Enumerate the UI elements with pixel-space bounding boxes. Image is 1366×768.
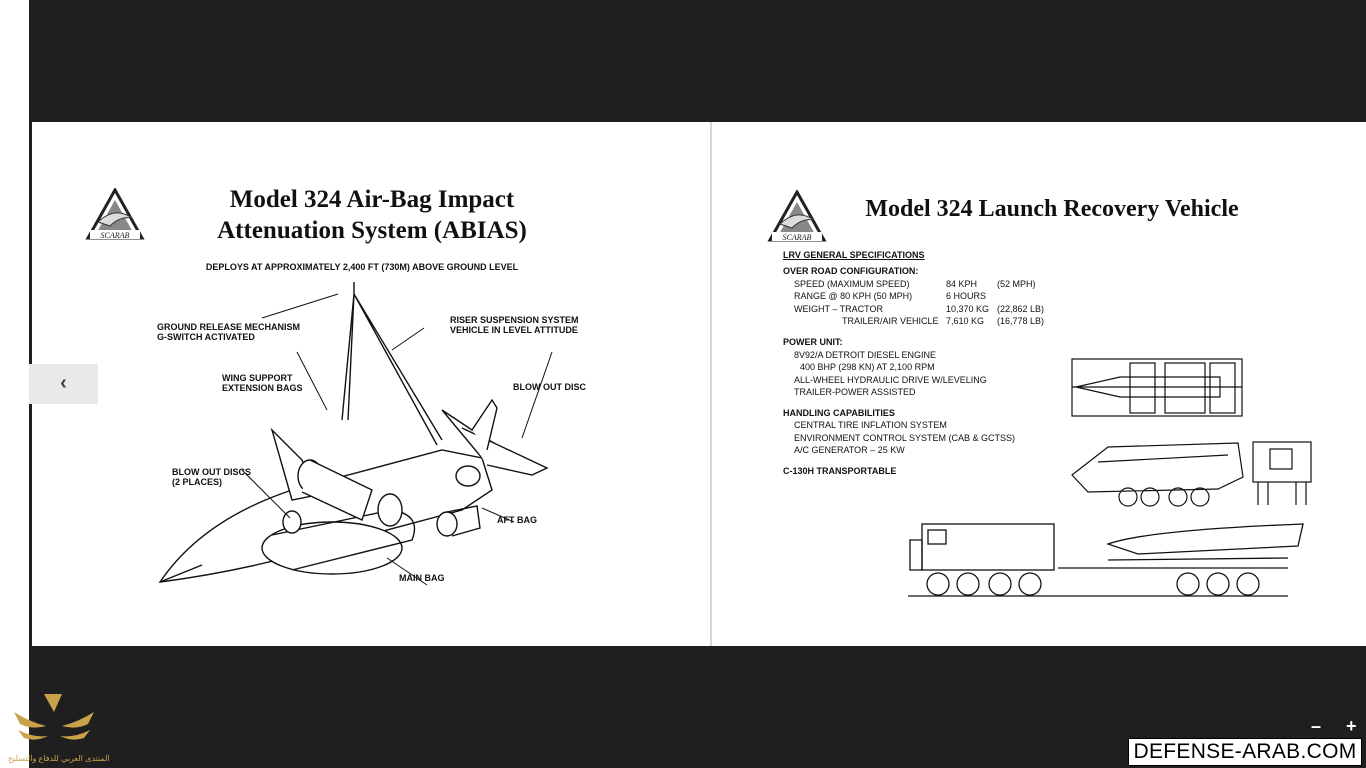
spec-value-alt: (52 MPH)	[997, 279, 1036, 289]
spec-value: 6 HOURS	[946, 291, 987, 301]
label-riser-suspension: RISER SUSPENSION SYSTEM VEHICLE IN LEVEL ATTITUDE	[450, 315, 579, 335]
label-aft-bag: AFT BAG	[497, 515, 537, 525]
vehicle-tractor-trailer	[908, 520, 1313, 600]
site-watermark: DEFENSE-ARAB.COM	[1128, 738, 1362, 766]
previous-button[interactable]: ‹	[29, 364, 98, 404]
power-unit-line: ALL-WHEEL HYDRAULIC DRIVE W/LEVELING	[794, 375, 987, 385]
title-line-2: Attenuation System (ABIAS)	[217, 217, 527, 244]
handling-line: ENVIRONMENT CONTROL SYSTEM (CAB & GCTSS)	[794, 433, 1016, 443]
svg-text:SCARAB: SCARAB	[782, 233, 812, 242]
page-title	[182, 184, 562, 246]
spec-value-alt: (22,862 LB)	[997, 304, 1045, 314]
spec-value: 84 KPH	[946, 279, 978, 289]
spec-value: 7,610 KG	[946, 316, 985, 326]
power-unit-line: 8V92/A DETROIT DIESEL ENGINE	[794, 350, 937, 360]
svg-text:SCARAB: SCARAB	[100, 231, 130, 240]
left-edge-strip	[0, 0, 29, 768]
label-main-bag: MAIN BAG	[399, 573, 445, 583]
label-blow-out-disc: BLOW OUT DISC	[513, 382, 586, 392]
forum-logo-text: المنتدى العربي للدفاع والتسليح	[8, 754, 110, 763]
power-unit-heading: POWER UNIT:	[783, 337, 843, 347]
transport-note: C-130H TRANSPORTABLE	[783, 466, 897, 476]
spec-label: TRAILER/AIR VEHICLE	[842, 316, 939, 326]
power-unit-line: 400 BHP (298 KN) AT 2,100 RPM	[800, 362, 935, 372]
zoom-out-button[interactable]: –	[1311, 716, 1322, 736]
vehicle-side-view	[1068, 437, 1318, 509]
handling-heading: HANDLING CAPABILITIES	[783, 408, 895, 418]
spec-label: RANGE @ 80 KPH (50 MPH)	[794, 291, 913, 301]
over-road-heading: OVER ROAD CONFIGURATION:	[783, 266, 919, 276]
scarab-logo	[766, 190, 828, 244]
slide-left	[32, 122, 710, 646]
label-blow-out-discs: BLOW OUT DISCS (2 PLACES)	[172, 467, 251, 487]
label-ground-release: GROUND RELEASE MECHANISM G-SWITCH ACTIVATED	[157, 322, 301, 342]
label-wing-support: WING SUPPORT EXTENSION BAGS	[222, 373, 303, 393]
page-title: Model 324 Launch Recovery Vehicle	[865, 196, 1239, 222]
deploy-note: DEPLOYS AT APPROXIMATELY 2,400 FT (730M) ABOVE GROUND LEVEL	[205, 262, 519, 272]
specs-heading: LRV GENERAL SPECIFICATIONS	[783, 250, 925, 260]
vehicle-top-view	[1070, 357, 1245, 419]
handling-line: A/C GENERATOR – 25 KW	[794, 445, 905, 455]
scarab-logo	[84, 188, 146, 242]
handling-line: CENTRAL TIRE INFLATION SYSTEM	[794, 420, 947, 430]
title-line-1: Model 324 Air-Bag Impact	[229, 186, 515, 213]
spec-label: SPEED (MAXIMUM SPEED)	[794, 279, 910, 289]
spec-value-alt: (16,778 LB)	[997, 316, 1045, 326]
slide-right	[712, 122, 1366, 646]
spec-label: WEIGHT – TRACTOR	[794, 304, 884, 314]
power-unit-line: TRAILER-POWER ASSISTED	[794, 387, 916, 397]
forum-logo-icon	[6, 690, 102, 750]
spec-value: 10,370 KG	[946, 304, 990, 314]
zoom-in-button[interactable]: +	[1346, 716, 1357, 736]
